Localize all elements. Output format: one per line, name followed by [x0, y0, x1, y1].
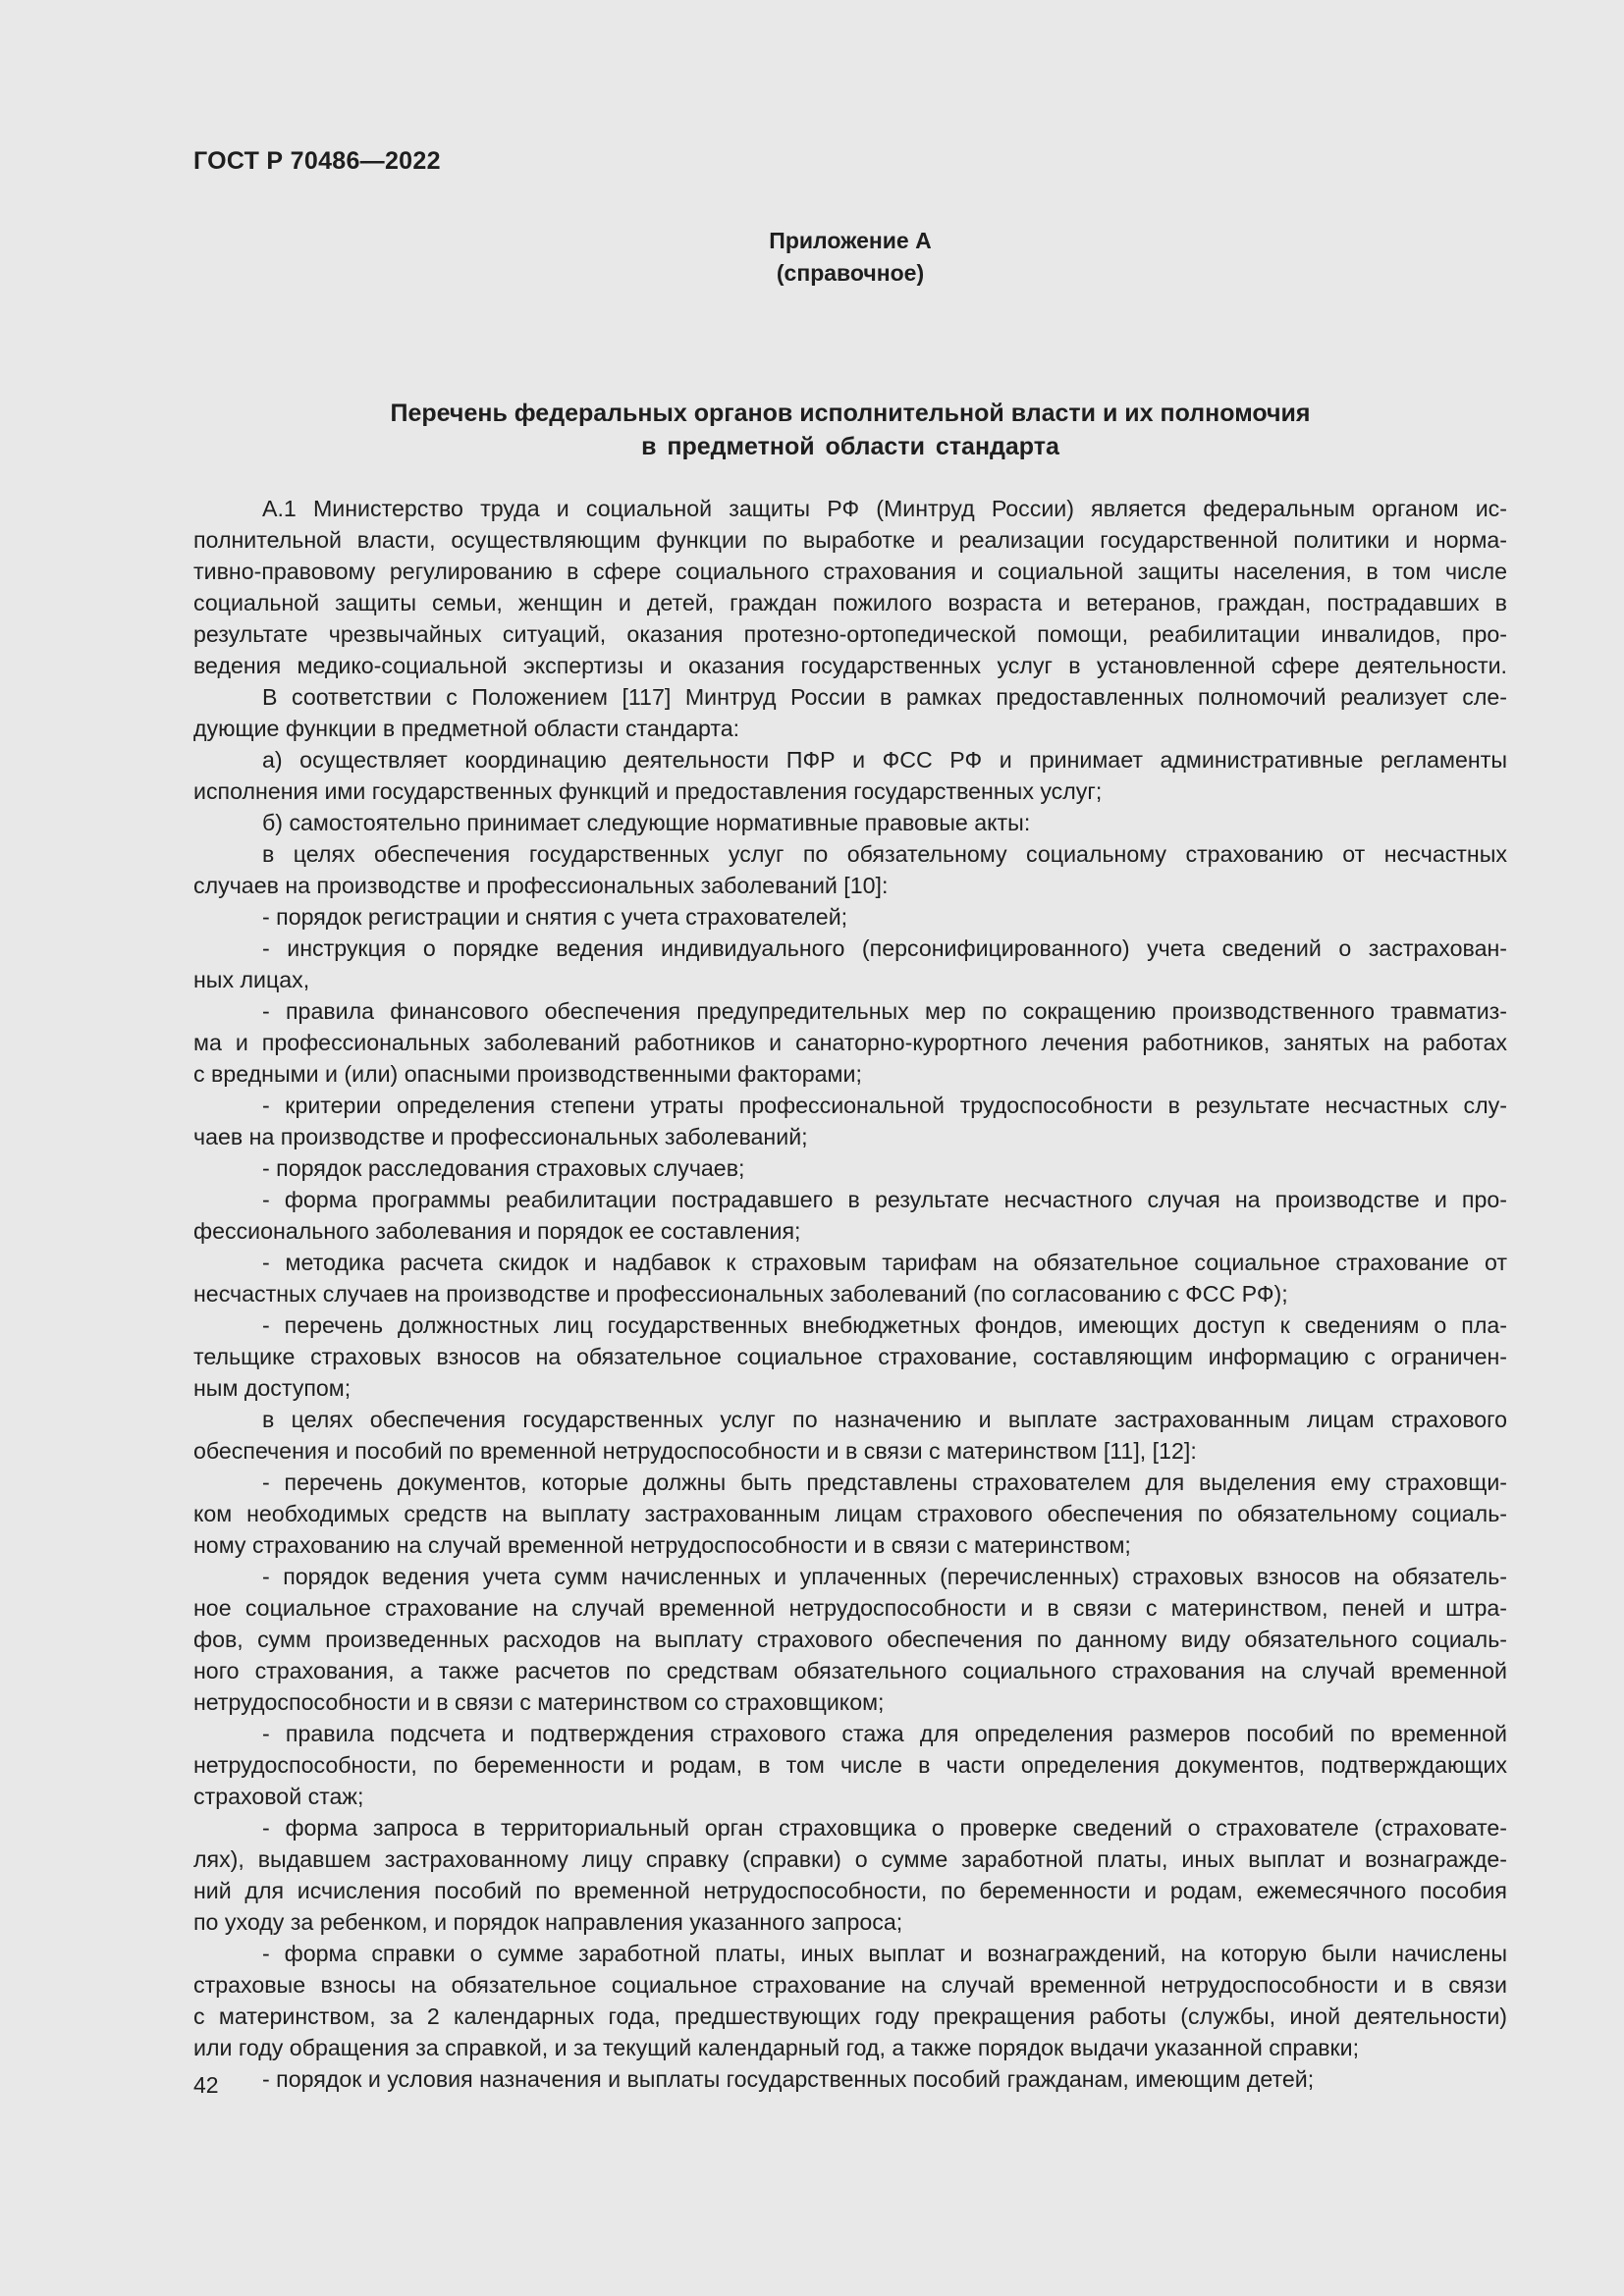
- text-line: - перечень документов, которые должны быть представлены страхователем для выделения ему страховщи-: [262, 1469, 1507, 1495]
- text-line: ного страхования, а также расчетов по средствам обязательного социального страхования на случай временной: [193, 1658, 1507, 1683]
- appendix-note: (справочное): [776, 260, 925, 286]
- text-line: ному страхованию на случай временной нетрудоспособности и в связи с материнством;: [193, 1532, 1131, 1558]
- text-line: ний для исчисления пособий по временной нетрудоспособности, по беременности и родам, ежемесячного пособия: [193, 1878, 1507, 1903]
- text-line: с материнством, за 2 календарных года, предшествующих году прекращения работы (службы, иной деятельности): [193, 2003, 1507, 2029]
- text-line: - порядок ведения учета сумм начисленных и уплаченных (перечисленных) страховых взносов на обязатель-: [262, 1564, 1507, 1589]
- text-line: чаев на производстве и профессиональных заболеваний;: [193, 1124, 808, 1149]
- text-line: тивно-правовому регулированию в сфере социального страхования и социальной защиты населения, в том числе: [193, 559, 1507, 584]
- text-line: - порядок и условия назначения и выплаты государственных пособий гражданам, имеющим детей;: [262, 2066, 1315, 2092]
- text-line: дующие функции в предметной области стандарта:: [193, 716, 740, 741]
- text-line: результате чрезвычайных ситуаций, оказания протезно-ортопедической помощи, реабилитации инвалидов, про-: [193, 621, 1507, 647]
- text-line: тельщике страховых взносов на обязательное социальное страхование, составляющим информацию с ограничен-: [193, 1344, 1507, 1369]
- text-line: - критерии определения степени утраты профессиональной трудоспособности в результате несчастных слу-: [262, 1093, 1507, 1118]
- text-line: - форма справки о сумме заработной платы, иных выплат и вознаграждений, на которую были начислены: [262, 1941, 1507, 1966]
- text-line: несчастных случаев на производстве и профессиональных заболеваний (по согласованию с ФСС РФ);: [193, 1281, 1288, 1307]
- text-line: случаев на производстве и профессиональных заболеваний [10]:: [193, 873, 889, 898]
- text-line: В соответствии с Положением [117] Минтруд России в рамках предоставленных полномочий реализует сле-: [262, 684, 1507, 710]
- text-line: А.1 Министерство труда и социальной защиты РФ (Минтруд России) является федеральным органом ис-: [262, 496, 1507, 521]
- text-line: ных лицах,: [193, 967, 310, 992]
- appendix-title: Приложение А: [769, 228, 932, 253]
- text-line: исполнения ими государственных функций и предоставления государственных услуг;: [193, 778, 1103, 804]
- text-line: нетрудоспособности, по беременности и родам, в том числе в части определения документов, подтверждающих: [193, 1752, 1507, 1778]
- text-line: страховой стаж;: [193, 1784, 364, 1809]
- text-line: фессионального заболевания и порядок ее составления;: [193, 1218, 801, 1244]
- text-line: - правила подсчета и подтверждения страхового стажа для определения размеров пособий по временной: [262, 1721, 1507, 1746]
- body-text: [193, 493, 1507, 2095]
- text-line: - форма запроса в территориальный орган страховщика о проверке сведений о страхователе (страховате-: [262, 1815, 1507, 1841]
- section-heading-line-1: Перечень федеральных органов исполнительной власти и их полномочия: [390, 400, 1311, 427]
- text-line: в целях обеспечения государственных услуг по назначению и выплате застрахованным лицам страхового: [262, 1407, 1507, 1432]
- text-line: страховые взносы на обязательное социальное страхование на случай временной нетрудоспособности и в связи: [193, 1972, 1507, 1998]
- text-line: обеспечения и пособий по временной нетрудоспособности и в связи с материнством [11], [12]:: [193, 1438, 1197, 1464]
- text-line: или году обращения за справкой, и за текущий календарный год, а также порядок выдачи указанной справки;: [193, 2035, 1360, 2060]
- text-line: лях), выдавшем застрахованному лицу справку (справки) о сумме заработной платы, иных выплат и вознагражде-: [193, 1846, 1507, 1872]
- document-code: ГОСТ Р 70486—2022: [193, 147, 441, 175]
- text-line: в целях обеспечения государственных услуг по обязательному социальному страхованию от несчастных: [262, 841, 1507, 867]
- text-line: а) осуществляет координацию деятельности ПФР и ФСС РФ и принимает административные регламенты: [262, 747, 1507, 773]
- text-line: социальной защиты семьи, женщин и детей, граждан пожилого возраста и ветеранов, граждан, пострадавших в: [193, 590, 1507, 615]
- text-line: ное социальное страхование на случай временной нетрудоспособности и в связи с материнством, пеней и штра-: [193, 1595, 1507, 1621]
- page-number: 42: [193, 2072, 219, 2098]
- text-line: - инструкция о порядке ведения индивидуального (персонифицированного) учета сведений о застрахован-: [262, 935, 1507, 961]
- text-line: ма и профессиональных заболеваний работников и санаторно-курортного лечения работников, занятых на работах: [193, 1030, 1507, 1055]
- text-line: - форма программы реабилитации пострадавшего в результате несчастного случая на производстве и про-: [262, 1187, 1507, 1212]
- text-line: - перечень должностных лиц государственных внебюджетных фондов, имеющих доступ к сведениям о пла-: [262, 1312, 1507, 1338]
- text-line: полнительной власти, осуществляющим функции по выработке и реализации государственной политики и норма-: [193, 527, 1507, 553]
- section-heading-line-2: в предметной области стандарта: [641, 433, 1059, 460]
- text-line: фов, сумм произведенных расходов на выплату страхового обеспечения по данному виду обязательного социаль-: [193, 1627, 1507, 1652]
- text-line: - правила финансового обеспечения предупредительных мер по сокращению производственного травматиз-: [262, 998, 1507, 1024]
- text-line: по уходу за ребенком, и порядок направления указанного запроса;: [193, 1909, 903, 1935]
- text-line: ным доступом;: [193, 1375, 352, 1401]
- text-line: - порядок регистрации и снятия с учета страхователей;: [262, 904, 848, 930]
- text-line: ком необходимых средств на выплату застрахованным лицам страхового обеспечения по обязательному социаль-: [193, 1501, 1507, 1526]
- text-line: б) самостоятельно принимает следующие нормативные правовые акты:: [262, 810, 1031, 835]
- text-line: с вредными и (или) опасными производственными факторами;: [193, 1061, 862, 1087]
- text-line: ведения медико-социальной экспертизы и оказания государственных услуг в установленной сфере деятельности.: [193, 653, 1507, 678]
- text-line: нетрудоспособности и в связи с материнством со страховщиком;: [193, 1689, 885, 1715]
- text-line: - методика расчета скидок и надбавок к страховым тарифам на обязательное социальное страхование от: [262, 1250, 1507, 1275]
- text-line: - порядок расследования страховых случаев;: [262, 1155, 745, 1181]
